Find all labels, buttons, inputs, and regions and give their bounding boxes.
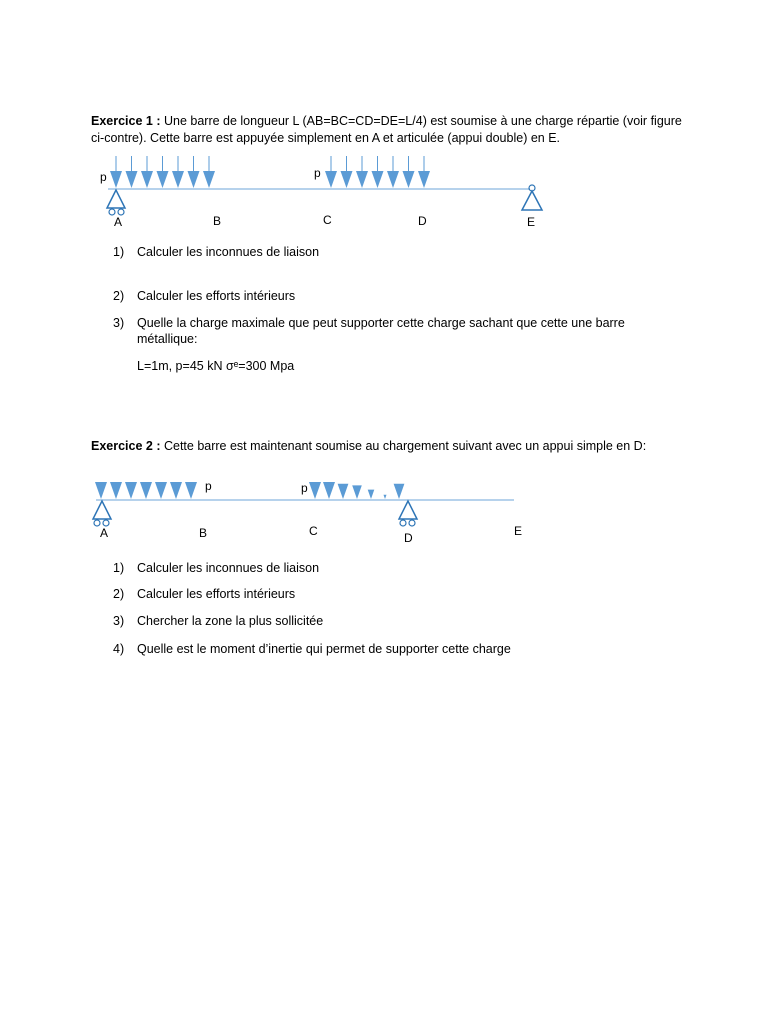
ex1-text: Une barre de longueur L (AB=BC=CD=DE=L/4) est soumise à une charge répartie (voir figure ci-contre). Cette barre est appuyée simplement en A et articulée (appui double) en E. [91, 114, 682, 145]
ex1-label-p1: p [100, 170, 107, 184]
ex1-title: Exercice 1 : [91, 114, 161, 128]
load-arrow-head [140, 482, 152, 499]
ex2-roller-support-a [93, 501, 111, 526]
load-arrow-head [338, 484, 349, 499]
load-arrow-head [356, 171, 368, 188]
load-arrow-head [110, 482, 122, 499]
ex2-roller-support-d [399, 501, 417, 526]
load-arrow-head [172, 171, 184, 188]
load-arrow-head [141, 171, 153, 188]
load-arrow-head [384, 495, 387, 499]
load-arrow-head [170, 482, 182, 499]
ex1-label-d: D [418, 214, 427, 228]
load-arrow-head [110, 171, 122, 188]
ex2-title: Exercice 2 : [91, 439, 161, 453]
ex2-statement [91, 438, 691, 455]
load-arrow-head [185, 482, 197, 499]
ex2-label-b: B [199, 526, 208, 540]
load-arrow-head [394, 484, 405, 499]
ex1-label-p2: p [314, 166, 321, 180]
load-arrow-head [372, 171, 384, 188]
load-arrow-head [418, 171, 430, 188]
ex2-label-c: C [309, 524, 318, 538]
load-arrow-head [323, 482, 335, 499]
ex2-text: Cette barre est maintenant soumise au chargement suivant avec un appui simple en D: [160, 439, 647, 453]
ex1-load-group-1 [110, 156, 215, 188]
ex1-label-a: A [114, 215, 123, 229]
ex1-label-e: E [527, 215, 536, 229]
ex2-load-group-2 [309, 482, 404, 499]
ex2-beam-figure [0, 470, 768, 550]
load-arrow-head [341, 171, 353, 188]
load-arrow-head [387, 171, 399, 188]
ex1-beam-figure [0, 150, 768, 235]
load-arrow-head [352, 485, 362, 499]
ex1-parameters: L=1m, p=45 kN σᵉ=300 Mpa [137, 359, 295, 373]
load-arrow-head [188, 171, 200, 188]
ex1-label-c: C [323, 213, 332, 227]
load-arrow-head [403, 171, 415, 188]
ex2-label-p2: p [301, 481, 308, 495]
load-arrow-head [95, 482, 107, 499]
ex1-label-b: B [213, 214, 222, 228]
ex1-statement [91, 113, 691, 146]
ex2-label-e: E [514, 524, 523, 538]
ex2-label-d: D [404, 531, 413, 545]
load-arrow-head [325, 171, 337, 188]
ex1-load-group-2 [325, 156, 430, 188]
ex1-roller-support-a [107, 190, 125, 215]
load-arrow-head [203, 171, 215, 188]
ex2-load-group-1 [95, 482, 197, 499]
ex2-label-a: A [100, 526, 109, 540]
load-arrow-head [368, 490, 375, 499]
load-arrow-head [155, 482, 167, 499]
load-arrow-head [309, 482, 321, 499]
load-arrow-head [157, 171, 169, 188]
ex2-label-p1: p [205, 479, 212, 493]
load-arrow-head [125, 482, 137, 499]
load-arrow-head [126, 171, 138, 188]
